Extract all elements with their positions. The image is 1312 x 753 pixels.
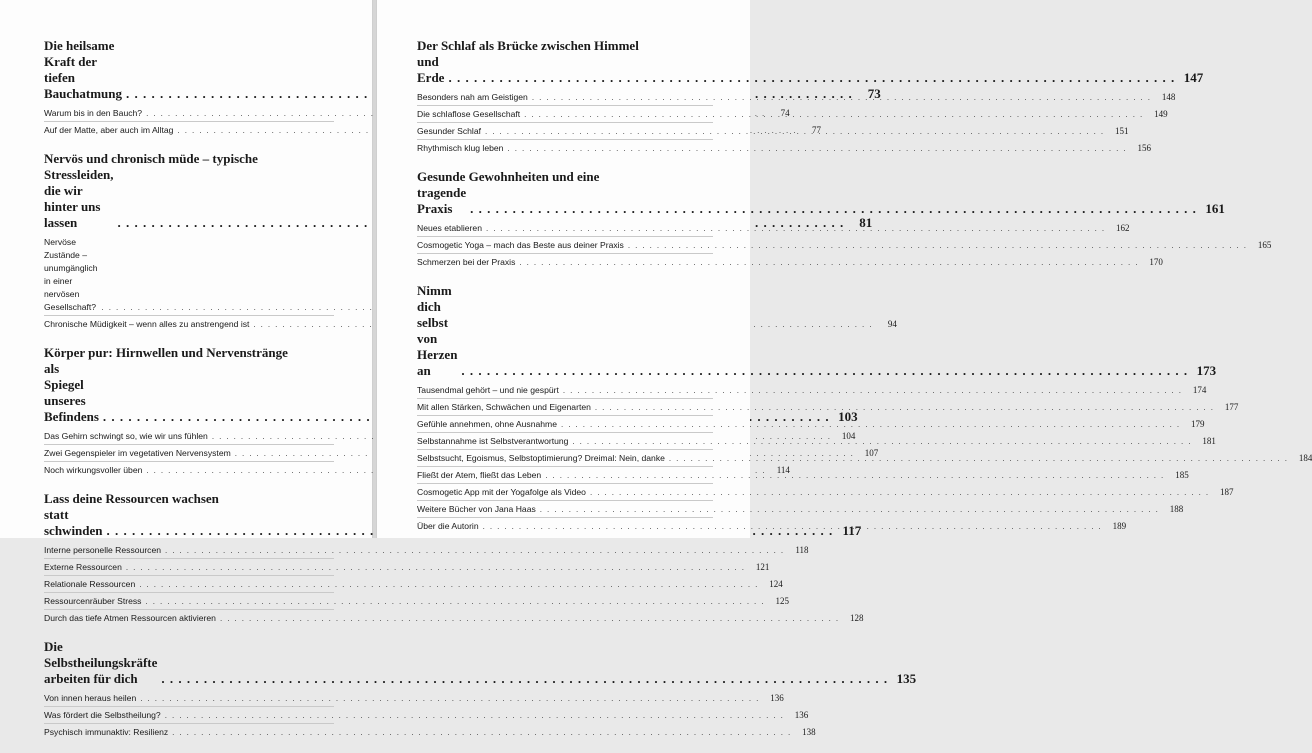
entry-page-number: 185	[1175, 470, 1189, 480]
toc-entry	[44, 234, 334, 316]
entry-title: Psychisch immunaktiv: Resilienz	[44, 727, 169, 737]
dot-leader	[485, 125, 1104, 138]
entry-page-number: 162	[1115, 223, 1130, 233]
entry-page-number: 136	[770, 693, 784, 703]
entry-title: Interne personelle Ressourcen	[44, 545, 162, 555]
toc-entry	[44, 316, 897, 332]
toc-entry	[417, 382, 1207, 399]
entry-page-number: 165	[1257, 240, 1272, 250]
entry-title: Mit allen Stärken, Schwächen und Eigenarten	[417, 402, 591, 412]
chapter-title-line: tragende Praxis	[417, 185, 467, 216]
toc-entry	[44, 690, 784, 707]
dot-leader	[628, 239, 1247, 252]
chapter-page-number: 73	[867, 86, 881, 101]
dot-leader	[561, 418, 1180, 431]
entry-page-number: 74	[780, 108, 790, 118]
entry-page-number: 124	[769, 579, 783, 589]
chapter-heading	[417, 38, 1204, 86]
toc-chapter	[44, 639, 917, 740]
entry-page-number: 174	[1192, 385, 1207, 395]
dot-leader	[165, 709, 784, 722]
entry-page-number: 138	[802, 727, 816, 737]
toc-entry	[417, 501, 1184, 518]
dot-leader	[486, 222, 1105, 235]
entry-page-number: 136	[794, 710, 809, 720]
entry-title: Schmerzen bei der Praxis	[417, 257, 516, 267]
dot-leader	[172, 726, 791, 739]
chapter-title-last-line	[417, 185, 1225, 217]
entry-title: Das Gehirn schwingt so, wie wir uns fühlen	[44, 431, 208, 441]
toc-entry	[417, 237, 1272, 254]
dot-leader	[161, 671, 888, 687]
entry-title: Über die Autorin	[417, 521, 479, 531]
dot-leader	[140, 692, 759, 705]
entry-title: Externe Ressourcen	[44, 562, 122, 572]
chapter-title	[417, 38, 1203, 86]
entry-page-number: 128	[849, 613, 864, 623]
entry-page-number: 121	[755, 562, 770, 572]
chapter-title	[44, 639, 916, 687]
toc-entry	[44, 593, 789, 610]
entry-title: Gefühle annehmen, ohne Ausnahme	[417, 419, 557, 429]
toc-entry	[44, 724, 816, 740]
entry-page-number: 94	[887, 319, 897, 329]
entry-title: Auf der Matte, aber auch im Alltag	[44, 125, 174, 135]
chapter-heading	[44, 639, 917, 687]
chapter-title-last-line	[44, 639, 916, 687]
entry-page-number: 177	[1224, 402, 1239, 412]
entry-title: Fließt der Atem, fließt das Leben	[417, 470, 542, 480]
chapter-title-line: Nervös und chronisch müde – typische	[44, 151, 258, 166]
toc-entry	[417, 140, 1151, 156]
entry-page-number: 170	[1149, 257, 1163, 267]
entry-page-number: 184	[1298, 453, 1312, 463]
chapter-title	[417, 169, 1225, 217]
entry-title: Was fördert die Selbstheilung?	[44, 710, 161, 720]
entry-title: Besonders nah am Geistigen	[417, 92, 528, 102]
entry-title: Cosmogetic App mit der Yogafolge als Video	[417, 487, 586, 497]
entry-title: Nervöse Zustände – unumgänglich in einer nervösen Gesellschaft?	[44, 237, 98, 312]
chapter-title-last-line	[417, 283, 1216, 379]
dot-leader	[524, 108, 1143, 121]
dot-leader	[545, 469, 1164, 482]
toc-entry	[417, 254, 1163, 270]
entry-title: Ressourcenräuber Stress	[44, 596, 142, 606]
dot-leader	[126, 561, 745, 574]
entry-title: Zwei Gegenspieler im vegetativen Nervensystem	[44, 448, 231, 458]
entry-page-number: 148	[1161, 92, 1176, 102]
dot-leader	[139, 578, 758, 591]
entry-title: Rhythmisch klug leben	[417, 143, 504, 153]
entry-page-number: 181	[1202, 436, 1216, 446]
entry-page-number: 125	[775, 596, 789, 606]
dot-leader	[563, 384, 1182, 397]
dot-leader	[448, 70, 1175, 86]
entry-page-number: 118	[795, 545, 809, 555]
dot-leader	[572, 435, 1191, 448]
entry-page-number: 151	[1115, 126, 1129, 136]
dot-leader	[519, 256, 1138, 269]
entry-page-number: 156	[1137, 143, 1151, 153]
chapter-title-line: statt schwinden	[44, 507, 103, 538]
entry-title: Von innen heraus heilen	[44, 693, 137, 703]
dot-leader	[595, 401, 1214, 414]
chapter-page-number: 147	[1183, 70, 1204, 85]
chapter-title	[417, 283, 1216, 379]
dot-leader	[461, 363, 1188, 379]
toc-entry	[417, 484, 1234, 501]
chapter-title-line: Die Selbstheilungskräfte arbeiten für dich	[44, 639, 158, 686]
chapter-page-number: 173	[1196, 363, 1217, 378]
dot-leader	[669, 452, 1288, 465]
chapter-title-line: Der Schlaf als Brücke zwischen Himmel	[417, 38, 639, 53]
chapter-title-line: und Erde	[417, 54, 445, 85]
toc-entry	[44, 542, 809, 559]
entry-page-number: 188	[1169, 504, 1184, 514]
chapter-title-line: Lass deine Ressourcen wachsen	[44, 491, 219, 506]
toc-entry	[44, 576, 783, 593]
entry-title: Cosmogetic Yoga – mach das Beste aus deiner Praxis	[417, 240, 624, 250]
chapter-title-line: Die heilsame Kraft der tiefen Bauchatmung	[44, 38, 123, 101]
toc-entry	[44, 559, 770, 576]
entry-title: Relationale Ressourcen	[44, 579, 136, 589]
entry-page-number: 104	[841, 431, 856, 441]
dot-leader	[483, 520, 1102, 533]
chapter-title-last-line	[417, 54, 1203, 86]
chapter-title-line: als Spiegel unseres Befindens	[44, 361, 99, 424]
chapter-page-number: 161	[1205, 201, 1225, 216]
entry-page-number: 149	[1154, 109, 1168, 119]
entry-page-number: 107	[864, 448, 879, 458]
entry-title: Selbstannahme ist Selbstverantwortung	[417, 436, 569, 446]
dot-leader	[540, 503, 1159, 516]
entry-page-number: 114	[776, 465, 790, 475]
entry-title: Noch wirkungsvoller üben	[44, 465, 143, 475]
entry-title: Selbstsucht, Egoismus, Selbstoptimierung? Dreimal: Nein, danke	[417, 453, 665, 463]
entry-title: Warum bis in den Bauch?	[44, 108, 143, 118]
toc-entry	[417, 399, 1239, 416]
entry-title: Neues etablieren	[417, 223, 482, 233]
dot-leader	[532, 91, 1151, 104]
chapter-page-number: 81	[859, 215, 873, 230]
dot-leader	[590, 486, 1209, 499]
entry-page-number: 77	[811, 125, 821, 135]
entry-page-number: 189	[1112, 521, 1127, 531]
entry-title: Weitere Bücher von Jana Haas	[417, 504, 536, 514]
chapter-page-number: 103	[838, 409, 858, 424]
chapter-page-number: 135	[896, 671, 917, 686]
entry-title: Gesunder Schlaf	[417, 126, 482, 136]
entry-title: Tausendmal gehört – und nie gespürt	[417, 385, 559, 395]
dot-leader	[145, 595, 764, 608]
chapter-title-line: Körper pur: Hirnwellen und Nervenstränge	[44, 345, 288, 360]
dot-leader	[470, 201, 1197, 217]
dot-leader	[507, 142, 1126, 155]
dot-leader	[220, 612, 839, 625]
chapter-title-line: Nimm dich selbst von Herzen an	[417, 283, 458, 378]
toc-entry	[44, 610, 864, 626]
chapter-title-line: Stressleiden, die wir hinter uns lassen	[44, 167, 114, 230]
entry-page-number: 179	[1190, 419, 1205, 429]
entry-title: Die schlaflose Gesellschaft	[417, 109, 521, 119]
entry-title: Durch das tiefe Atmen Ressourcen aktivieren	[44, 613, 216, 623]
chapter-page-number: 117	[842, 523, 862, 538]
chapter-heading	[417, 169, 1225, 217]
chapter-title-line: Gesunde Gewohnheiten und eine	[417, 169, 600, 184]
entry-title: Chronische Müdigkeit – wenn alles zu anstrengend ist	[44, 319, 250, 329]
entry-page-number: 187	[1219, 487, 1234, 497]
toc-entry	[44, 707, 809, 724]
